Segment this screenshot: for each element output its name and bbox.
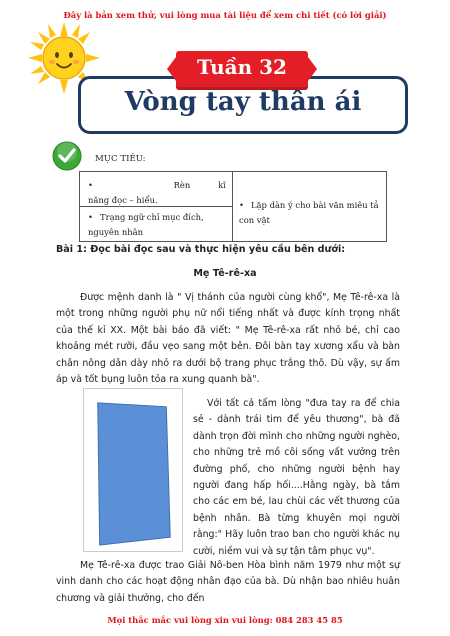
bullet-icon: • [88,180,93,190]
week-badge [176,51,308,87]
objectives-label: MỤC TIÊU: [95,154,146,164]
week-label: Tuần 32 [197,55,287,79]
objective-text: Trạng ngữ chỉ mục đích, [100,212,204,222]
story-image [83,388,183,552]
objective-text: năng đọc – hiểu. [88,195,158,205]
objective-text: nguyên nhân [88,227,144,237]
objective-cell [80,172,233,207]
check-icon [52,141,82,171]
page-title: Vòng tay thân ái [124,87,362,117]
image-placeholder-shape [84,389,182,551]
bullet-icon: • [239,200,244,210]
objective-cell [233,172,386,241]
objective-text: Lập dàn ý cho bài văn miêu tả con vật [239,200,379,225]
objectives-table [79,171,387,242]
bullet-icon: • [88,212,93,222]
top-notice: Đây là bản xem thử, vui lòng mua tài liệu để xem chi tiết (có lời giải) [63,10,387,20]
objective-word: Rèn [173,180,191,190]
objective-word: kĩ [218,180,226,190]
story-paragraph: Được mệnh danh là " Vị thánh của người cùng khổ", Mẹ Tê-rê-xa là một trong những người phụ nữ nổi tiếng nhất và được kính trọng nhất của thế kỉ XX. Một bài báo đã viết: " Mẹ Tê-rê-xa rất nhỏ bé, chỉ cao khoảng mét rưỡi, đầu vẹo sang một bên. Đôi bàn tay xương xẩu và bàn chân nông dân dày nhỏ ra dưới bộ trang phục trắng thô. Dù vậy, sự ấm áp và tốt bụng luôn tỏa ra xung quanh bà". [56,292,400,386]
story-title: Mẹ Tê-rê-xa [193,268,257,279]
exercise-heading: Bài 1: Đọc bài đọc sau và thực hiện yêu cầu bên dưới: [56,244,346,255]
objective-cell [80,207,233,241]
footer-notice: Mọi thắc mắc vui lòng xin vui lòng: 084 283 45 85 [107,615,343,625]
story-paragraph: Mẹ Tê-rê-xa được trao Giải Nô-ben Hòa bình năm 1979 như một sự vinh danh cho các hoạt động nhân đạo của bà. Dù nhận bao nhiêu huân chương và giải thưởng, cho đến [56,560,400,604]
story-paragraph: Với tất cả tấm lòng "đưa tay ra để chia sẻ - dành trái tim để yêu thương", bà đã dành trọn đời mình cho những người nghèo, cho những trẻ mồ côi sống vất vưởng trên đường phố, cho những người bệnh hay người đang hấp hối....Hằng ngày, bà tắm cho các em bé, lau chùi các vết thương của bệnh nhân. Bà từng khuyên mọi người rằng:" Hãy luôn trao ban cho người khác nụ cười, niềm vui và sự tận tâm phục vụ". [193,398,400,557]
